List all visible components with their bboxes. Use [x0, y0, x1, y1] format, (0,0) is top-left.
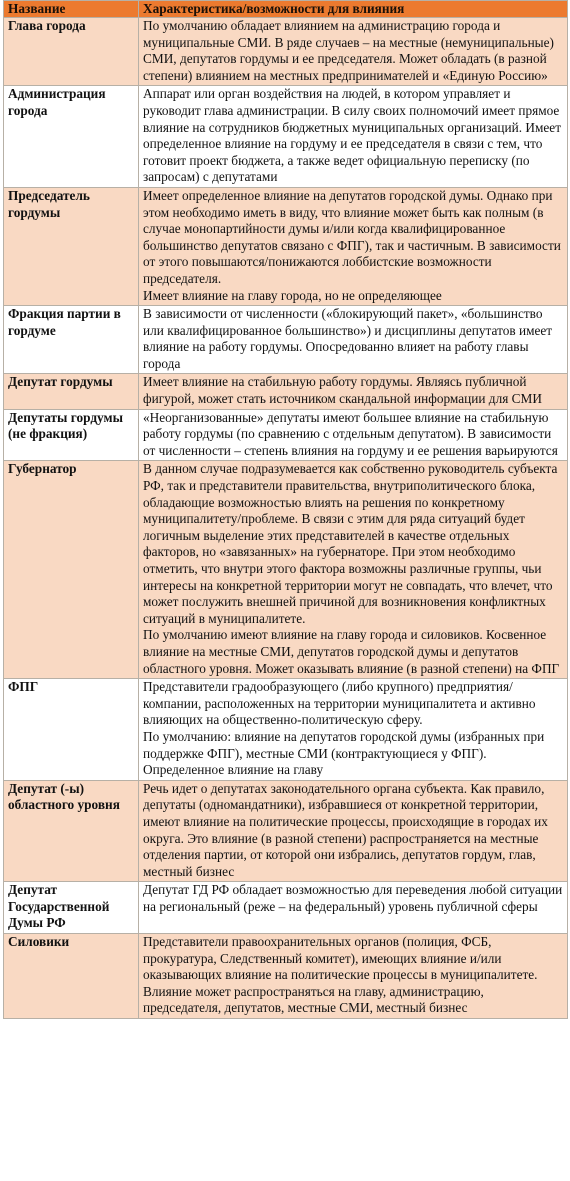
table-header-row	[4, 1, 568, 18]
row-description-cell: Депутат ГД РФ обладает возможностью для переведения любой ситуации на региональный (реже – на федеральный) уровень публичной сферы	[139, 882, 568, 934]
row-name-cell: Глава города	[4, 18, 139, 86]
table-row	[4, 934, 568, 1019]
row-description-cell: В данном случае подразумевается как собственно руководитель субъекта РФ, так и представители правительства, внутриполитического блока, обладающие возможностью влиять на решения по конкретному муниципалитету/проблеме. В связи с этим для ряда ситуаций будет логичным выделение этих представителей в качестве отдельных факторов, но «завязанных» на губернаторе. При этом необходимо отметить, что внутри этого фактора возможны различные группы, чьи интересы на конкретной территории могут не совпадать, что влечет, что может послужить внешней причиной для возникновения конфликтных ситуаций в муниципалитете. По умолчанию имеют влияние на главу города и силовиков. Косвенное влияние на местные СМИ, депутатов городской думы и депутатов областного уровня. Может оказывать влияние (в разной степени) на ФПГ	[139, 461, 568, 679]
row-name-cell: ФПГ	[4, 679, 139, 781]
row-description-cell: Представители градообразующего (либо крупного) предприятия/компании, расположенных на территории муниципалитета и активно влияющих на общественно-политическую сферу. По умолчанию: влияние на депутатов городской думы (избранных при поддержке ФПГ), местные СМИ (контрактующиеся у ФПГ). Определенное влияние на главу	[139, 679, 568, 781]
row-name-cell: Силовики	[4, 934, 139, 1019]
header-description: Характеристика/возможности для влияния	[139, 1, 568, 18]
table-row	[4, 18, 568, 86]
row-name-cell: Председатель гордумы	[4, 187, 139, 305]
row-description-cell: В зависимости от численности («блокирующий пакет», «большинство или квалифицированное большинство») и дисциплины депутатов имеет влияние на работу гордумы. Опосредованно влияет на работу главы города	[139, 306, 568, 374]
table-row	[4, 86, 568, 188]
table-row	[4, 780, 568, 882]
row-description-cell: «Неорганизованные» депутаты имеют большее влияние на стабильную работу гордумы (по сравнению с отдельным депутатом). В зависимости от численности – степень влияния на гордуму и ее решения варьируются	[139, 409, 568, 461]
row-description-cell: Имеет определенное влияние на депутатов городской думы. Однако при этом необходимо иметь в виду, что влияние может быть как полным (в случае монопартийности думы и/или когда квалифицированное большинство депутатов связано с ФПГ), так и частичным. В зависимости от этого повышаются/понижаются лоббистские возможности председателя. Имеет влияние на главу города, но не определяющее	[139, 187, 568, 305]
header-name: Название	[4, 1, 139, 18]
row-description-cell: Имеет влияние на стабильную работу гордумы. Являясь публичной фигурой, может стать источником скандальной информации для СМИ	[139, 374, 568, 409]
row-name-cell: Губернатор	[4, 461, 139, 679]
influence-factors-table	[3, 0, 568, 1019]
row-name-cell: Администрация города	[4, 86, 139, 188]
row-name-cell: Депутат (-ы) областного уровня	[4, 780, 139, 882]
row-description-cell: Представители правоохранительных органов (полиция, ФСБ, прокуратура, Следственный комитет), имеющих влияние и/или оказывающих влияние на политические процессы в муниципалитете. Влияние может распространяться на главу, администрацию, председателя, депутатов, местные СМИ, местный бизнес	[139, 934, 568, 1019]
row-name-cell: Депутаты гордумы (не фракция)	[4, 409, 139, 461]
table-row	[4, 187, 568, 305]
table-row	[4, 374, 568, 409]
document-page	[3, 0, 567, 1019]
table-row	[4, 882, 568, 934]
table-row	[4, 409, 568, 461]
table-row	[4, 306, 568, 374]
table-row	[4, 679, 568, 781]
row-name-cell: Депутат гордумы	[4, 374, 139, 409]
row-name-cell: Фракция партии в гордуме	[4, 306, 139, 374]
table-body	[4, 18, 568, 1019]
table-row	[4, 461, 568, 679]
row-description-cell: По умолчанию обладает влиянием на администрацию города и муниципальные СМИ. В ряде случаев – на местные (немуниципальные) СМИ, депутатов гордумы и ее председателя. Может обладать (в разной степени) влиянием на местных предпринимателей и «Единую Россию»	[139, 18, 568, 86]
row-description-cell: Речь идет о депутатах законодательного органа субъекта. Как правило, депутаты (одномандатники), избравшиеся от конкретной территории, имеют влияние на политические процессы, происходящие в городах их округа. Это влияние (в разной степени) распространяется на местные отделения партии, от которой они избрались, депутатов гордум, глав, местный бизнес	[139, 780, 568, 882]
row-name-cell: Депутат Государственной Думы РФ	[4, 882, 139, 934]
row-description-cell: Аппарат или орган воздействия на людей, в котором управляет и руководит глава администрации. В силу своих полномочий имеет прямое влияние на сотрудников бюджетных муниципальных организаций. Имеет определенное влияние на гордуму и ее председателя в связи с тем, что готовит проект бюджета, а также ведет официальную переписку (по запросам) с депутатами	[139, 86, 568, 188]
